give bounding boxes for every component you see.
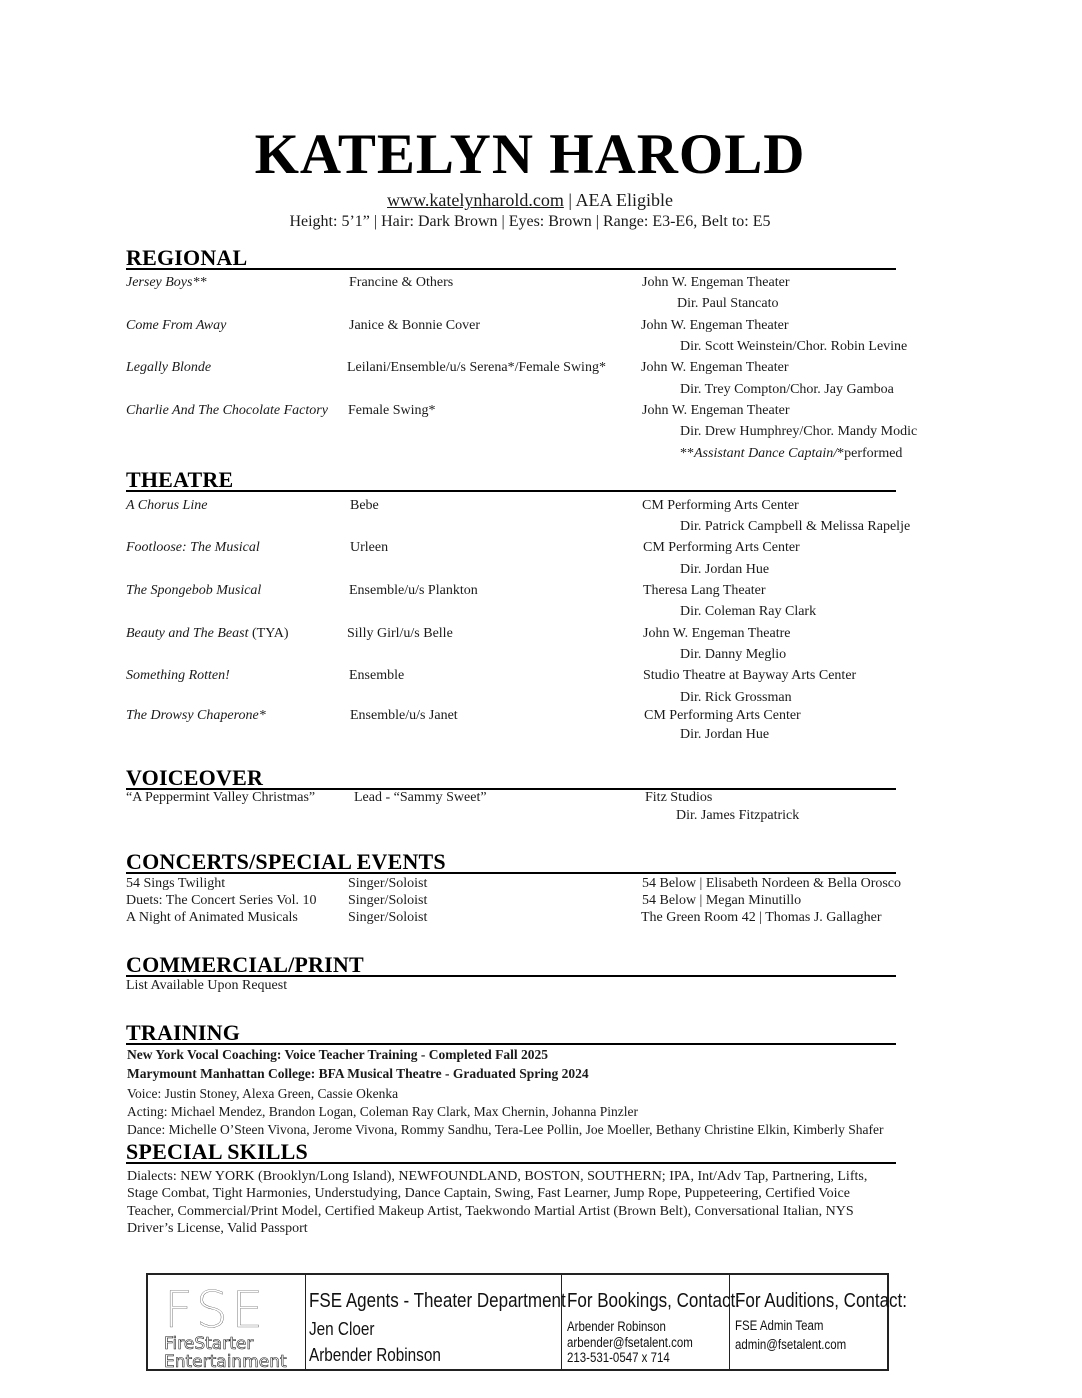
union-status: | AEA Eligible <box>563 190 673 210</box>
agents-title: FSE Agents - Theater Department <box>309 1290 566 1312</box>
logo-text: FireStarter <box>164 1334 254 1354</box>
credit-role: Silly Girl/u/s Belle <box>347 626 453 641</box>
credit-role: Ensemble/u/s Plankton <box>349 583 478 598</box>
credit-venue: John W. Engeman Theatre <box>643 626 791 641</box>
concert-venue: The Green Room 42 | Thomas J. Gallagher <box>641 910 882 925</box>
section-training <box>126 1019 896 1045</box>
regional-footnote: **Assistant Dance Captain/*performed <box>680 446 903 461</box>
credit-venue: CM Performing Arts Center <box>643 540 800 555</box>
credit-director: Dir. Drew Humphrey/Chor. Mandy Modic <box>680 424 918 439</box>
credit-director: Dir. James Fitzpatrick <box>676 808 800 823</box>
training-program: New York Vocal Coaching: Voice Teacher Training - Completed Fall 2025 <box>127 1047 549 1062</box>
credit-role: Ensemble <box>349 668 405 683</box>
training-dance: Dance: Michelle O’Steen Vivona, Jerome Vivona, Rommy Sandhu, Tera-Lee Pollin, Joe Moeller, Bethany Christine Elkin, Kimberly Shafer <box>127 1122 884 1137</box>
credit-venue: Studio Theatre at Bayway Arts Center <box>643 668 857 683</box>
agent-name: Jen Cloer <box>309 1319 375 1339</box>
credit-show: Something Rotten! <box>126 668 230 683</box>
credit-director: Dir. Danny Meglio <box>680 647 787 662</box>
credit-show: Legally Blonde <box>126 360 212 375</box>
credit-director: Dir. Patrick Campbell & Melissa Rapelje <box>680 519 911 534</box>
section-heading: TRAINING <box>126 1020 241 1045</box>
credit-role: Leilani/Ensemble/u/s Serena*/Female Swing* <box>347 360 606 375</box>
concert-event: 54 Sings Twilight <box>126 876 226 891</box>
credit-show: The Spongebob Musical <box>126 583 262 598</box>
credit-show: Come From Away <box>126 318 227 333</box>
auditions-name: FSE Admin Team <box>735 1318 824 1333</box>
credit-show: A Chorus Line <box>126 498 208 513</box>
training-acting: Acting: Michael Mendez, Brandon Logan, Coleman Ray Clark, Max Chernin, Johanna Pinzler <box>127 1104 639 1119</box>
section-regional <box>126 244 896 270</box>
concert-event: Duets: The Concert Series Vol. 10 <box>126 893 317 908</box>
section-theatre <box>126 466 896 492</box>
bookings-email[interactable]: arbender@fsetalent.com <box>567 1335 693 1350</box>
bookings-name: Arbender Robinson <box>567 1319 666 1334</box>
credit-role: Lead - “Sammy Sweet” <box>354 790 487 805</box>
credit-show: Jersey Boys** <box>126 275 207 290</box>
training-voice: Voice: Justin Stoney, Alexa Green, Cassie Okenka <box>127 1086 399 1101</box>
bookings-title: For Bookings, Contact: <box>567 1290 740 1312</box>
concert-venue: 54 Below | Megan Minutillo <box>642 893 802 908</box>
commercial-note: List Available Upon Request <box>126 978 288 993</box>
section-heading: THEATRE <box>126 467 234 492</box>
resume-name: KATELYN HAROLD <box>254 123 806 186</box>
concert-role: Singer/Soloist <box>348 893 428 908</box>
credit-venue: CM Performing Arts Center <box>644 708 801 723</box>
credit-venue: John W. Engeman Theater <box>642 275 790 290</box>
section-heading: CONCERTS/SPECIAL EVENTS <box>126 849 446 874</box>
credit-director: Dir. Scott Weinstein/Chor. Robin Levine <box>680 339 908 354</box>
concert-role: Singer/Soloist <box>348 910 428 925</box>
logo-mark: FSE <box>164 1281 268 1339</box>
section-concerts <box>126 848 896 874</box>
concert-venue: 54 Below | Elisabeth Nordeen & Bella Orosco <box>642 876 902 891</box>
section-heading: VOICEOVER <box>126 765 264 790</box>
bookings-phone[interactable]: 213-531-0547 x 714 <box>567 1350 670 1365</box>
credit-role: Ensemble/u/s Janet <box>350 708 458 723</box>
credit-director: Dir. Trey Compton/Chor. Jay Gamboa <box>680 382 894 397</box>
concert-role: Singer/Soloist <box>348 876 428 891</box>
credit-venue: John W. Engeman Theater <box>641 360 789 375</box>
section-heading: COMMERCIAL/PRINT <box>126 952 364 977</box>
credit-show: Charlie And The Chocolate Factory <box>126 403 328 418</box>
credit-role: Janice & Bonnie Cover <box>349 318 481 333</box>
credit-show: Beauty and The Beast (TYA) <box>126 626 289 641</box>
concert-event: A Night of Animated Musicals <box>126 910 298 925</box>
credit-venue: Theresa Lang Theater <box>643 583 766 598</box>
credit-role: Female Swing* <box>348 403 436 418</box>
credit-venue: John W. Engeman Theater <box>642 403 790 418</box>
credit-role: Bebe <box>350 498 379 513</box>
physical-stats: Height: 5’1” | Hair: Dark Brown | Eyes: Brown | Range: E3-E6, Belt to: E5 <box>289 213 771 230</box>
agency-logo <box>148 1275 306 1371</box>
credit-venue: Fitz Studios <box>645 790 713 805</box>
credit-show: “A Peppermint Valley Christmas” <box>126 790 316 805</box>
agent-name: Arbender Robinson <box>309 1345 441 1365</box>
credit-show: Footloose: The Musical <box>126 540 260 555</box>
credit-venue: John W. Engeman Theater <box>641 318 789 333</box>
agents-column <box>306 1275 566 1371</box>
training-program: Marymount Manhattan College: BFA Musical Theatre - Graduated Spring 2024 <box>127 1066 589 1081</box>
auditions-title: For Auditions, Contact: <box>735 1290 907 1312</box>
section-heading: SPECIAL SKILLS <box>126 1139 308 1164</box>
credit-venue: CM Performing Arts Center <box>642 498 799 513</box>
credit-show: The Drowsy Chaperone* <box>126 708 266 723</box>
section-skills <box>126 1138 896 1164</box>
section-voiceover <box>126 764 896 790</box>
credit-director: Dir. Jordan Hue <box>680 562 770 577</box>
bookings-column <box>562 1275 740 1371</box>
auditions-column <box>730 1275 907 1371</box>
section-heading: REGIONAL <box>126 245 248 270</box>
skills-text: Dialects: NEW YORK (Brooklyn/Long Island), NEWFOUNDLAND, BOSTON, SOUTHERN; IPA, Int/Adv Tap, Partnering, Lifts, Stage Combat, Tight Harmonies, Understudying, Dance Captain, Swing, Fast Learner, Jump Rope, Puppeteering, Certified Voice Teacher, Commercial/Print Model, Certified Makeup Artist, Taekwondo Martial Artist (Brown Belt), Conversational Italian, NYS Driver’s License, Valid Passport <box>127 1169 868 1236</box>
credit-role: Urleen <box>350 540 389 555</box>
credit-director: Dir. Rick Grossman <box>680 690 792 705</box>
credit-director: Dir. Coleman Ray Clark <box>680 604 817 619</box>
agency-footer <box>146 1273 907 1372</box>
auditions-email[interactable]: admin@fsetalent.com <box>735 1337 847 1352</box>
logo-text: Entertainment <box>164 1352 287 1372</box>
credit-role: Francine & Others <box>349 275 454 290</box>
credit-director: Dir. Jordan Hue <box>680 727 770 742</box>
website-link[interactable]: www.katelynharold.com <box>387 190 564 210</box>
section-commercial <box>126 951 896 977</box>
contact-line <box>0 190 1060 211</box>
credit-director: Dir. Paul Stancato <box>677 296 779 311</box>
